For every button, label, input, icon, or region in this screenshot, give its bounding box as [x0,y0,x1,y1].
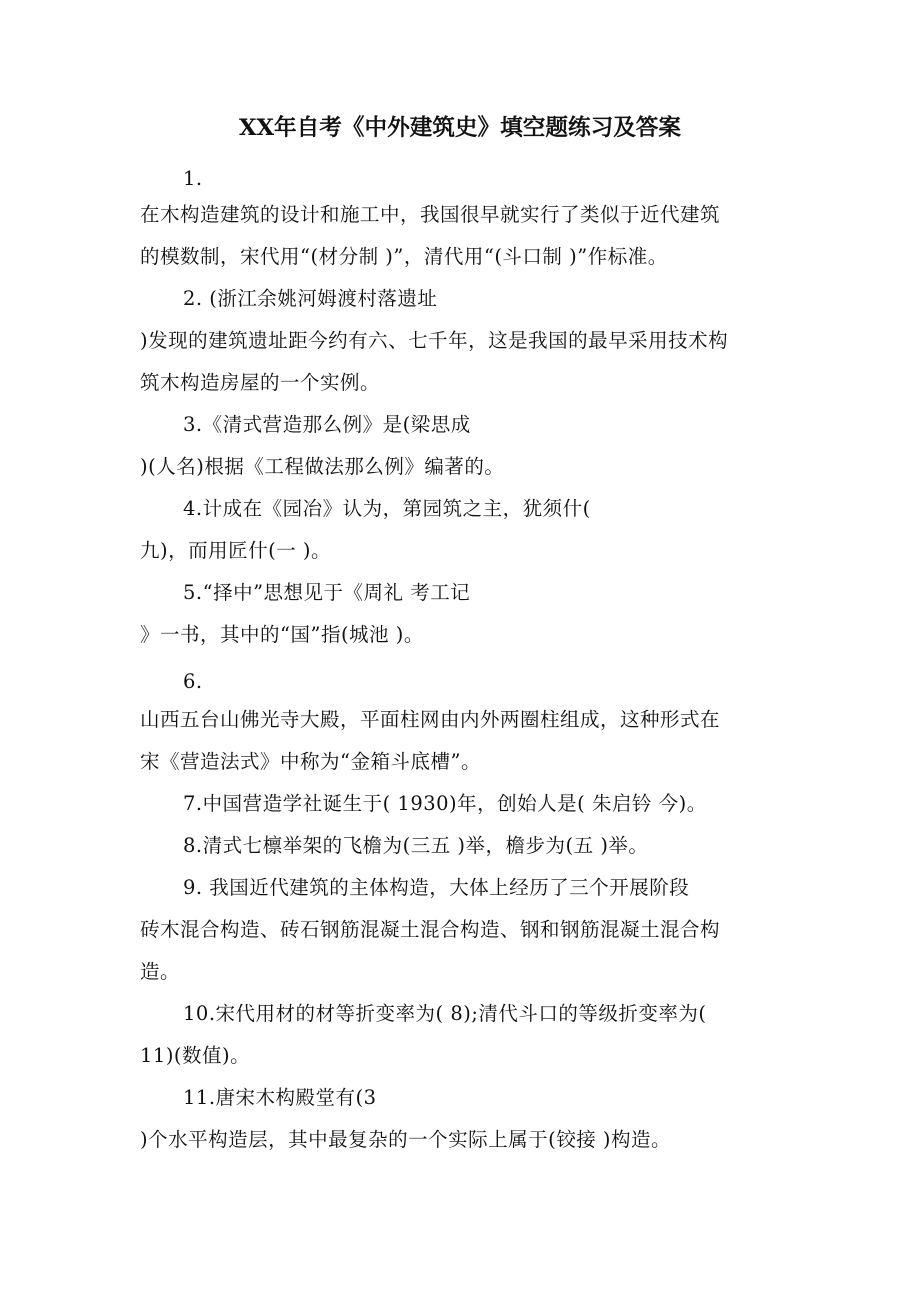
page-title: XX年自考《中外建筑史》填空题练习及答案 [238,115,682,141]
question-5-line-1: 5.“择中”思想见于《周礼 考工记 [183,581,471,604]
question-3-line-2: )(人名)根据《工程做法那么例》编著的。 [140,455,505,478]
question-1-line-2: 的模数制，宋代用“(材分制 )”，清代用“(斗口制 )”作标准。 [140,245,668,268]
question-3-line-1: 3.《清式营造那么例》是(梁思成 [183,413,471,436]
question-9-line-2: 砖木混合构造、砖石钢筋混凝土混合构造、钢和钢筋混凝土混合构 [140,918,721,941]
question-10-line-1: 10.宋代用材的材等折变率为( 8);清代斗口的等级折变率为( [183,1002,707,1025]
question-2-line-2: )发现的建筑遗址距今约有六、七千年，这是我国的最早采用技术构 [140,329,729,352]
question-2-line-3: 筑木构造房屋的一个实例。 [140,371,381,394]
question-10-line-2: 11)(数值)。 [140,1044,251,1067]
question-9-line-1: 9. 我国近代建筑的主体构造，大体上经历了三个开展阶段 [183,876,690,899]
question-2-line-1: 2. (浙江余姚河姆渡村落遗址 [183,287,438,310]
question-1-line-1: 在木构造建筑的设计和施工中，我国很早就实行了类似于近代建筑 [140,203,721,226]
question-6-line-1: 山西五台山佛光寺大殿，平面柱网由内外两圈柱组成，这种形式在 [140,708,721,731]
question-6-number: 6. [183,670,203,693]
question-9-line-3: 造。 [140,960,181,983]
question-5-line-2: 》一书，其中的“国”指(城池 )。 [140,623,424,646]
question-6-line-2: 宋《营造法式》中称为“金箱斗底槽”。 [140,750,481,773]
question-11-line-2: )个水平构造层，其中最复杂的一个实际上属于(铰接 )构造。 [140,1128,672,1151]
question-4-line-1: 4.计成在《园冶》认为，第园筑之主，犹须什( [183,497,591,520]
question-8-line: 8.清式七檩举架的飞檐为(三五 )举，檐步为(五 )举。 [183,834,649,857]
question-1-number: 1. [183,167,203,190]
question-7-line: 7.中国营造学社诞生于( 1930)年，创始人是( 朱启钤 今)。 [183,792,707,815]
question-11-line-1: 11.唐宋木构殿堂有(3 [183,1086,377,1109]
question-4-line-2: 九)，而用匠什(一 )。 [140,539,332,562]
